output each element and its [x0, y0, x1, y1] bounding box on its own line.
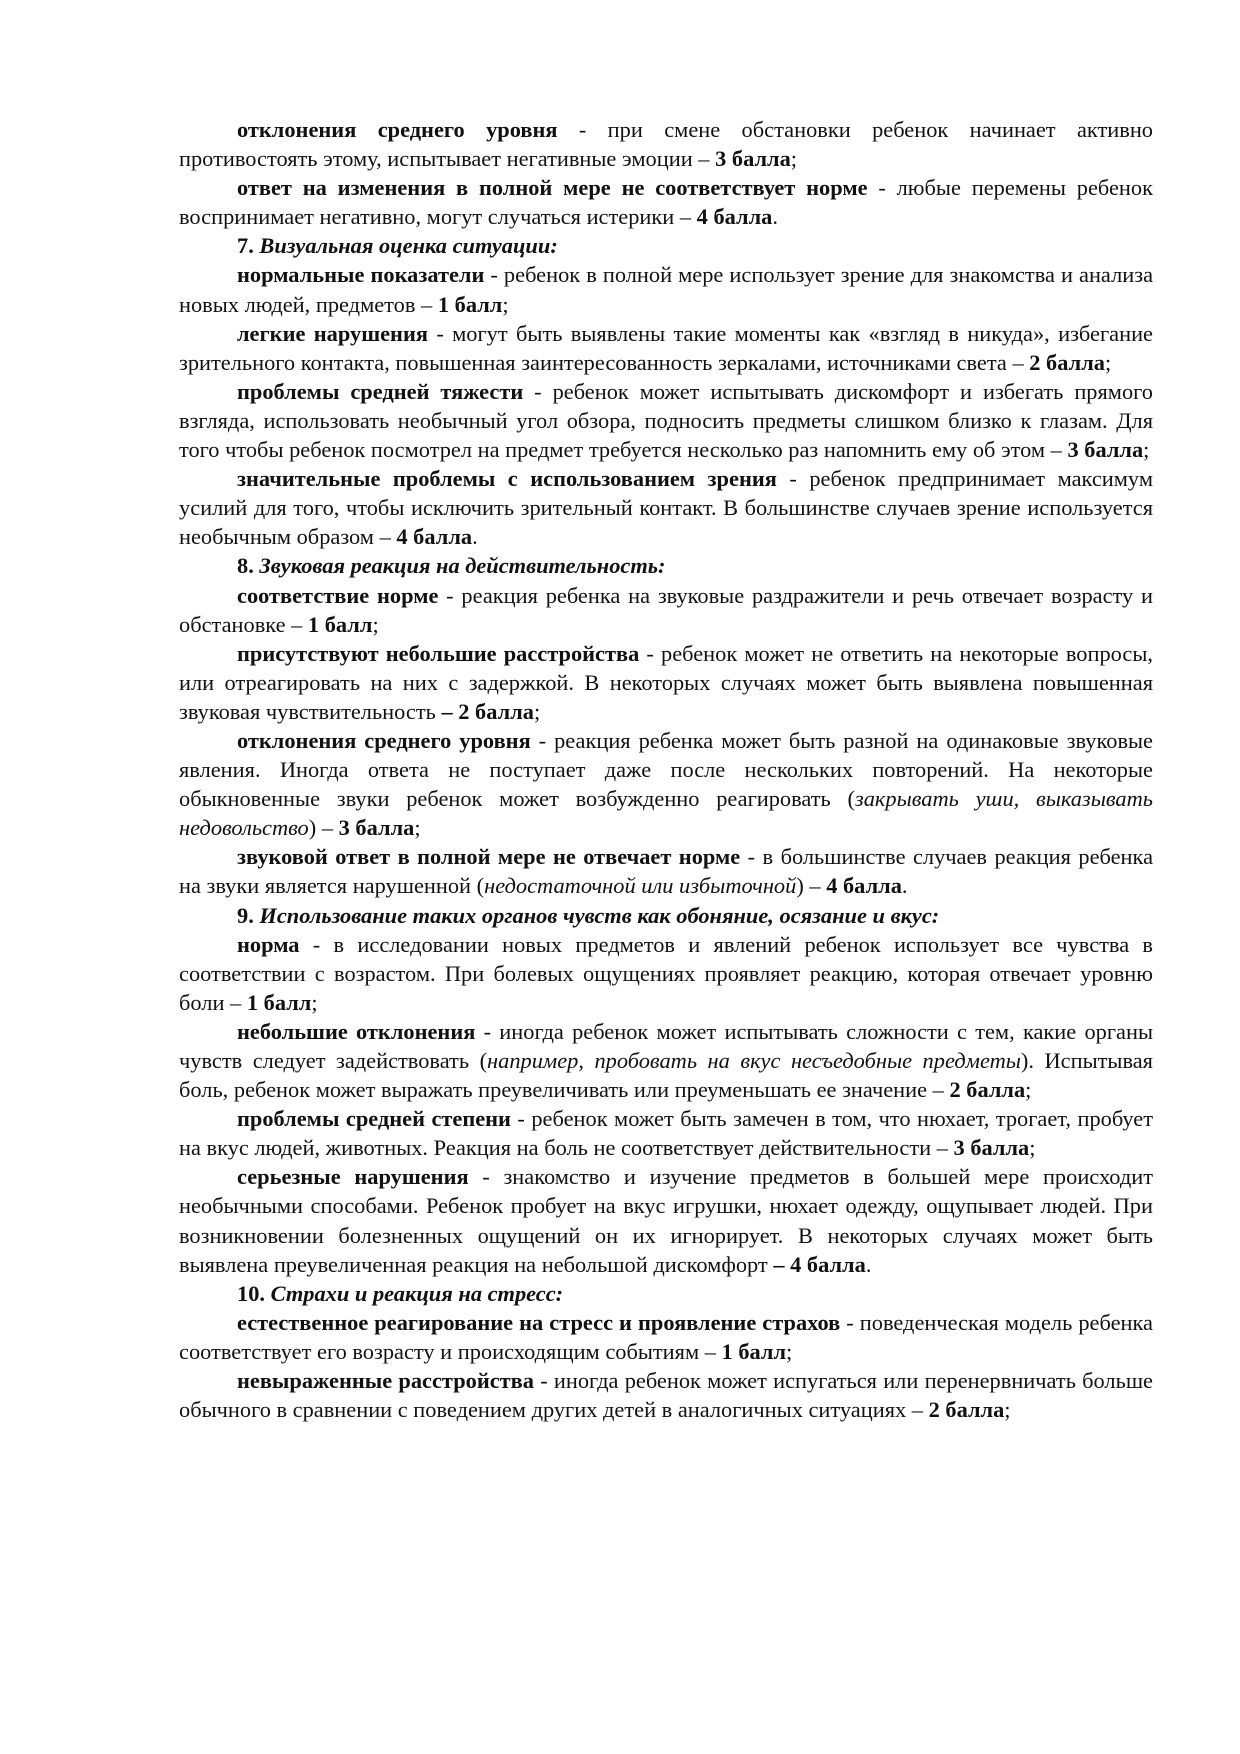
- criterion-term: норма: [237, 931, 300, 957]
- criterion-description: - ребенок может быть замечен в том, что нюхает, трогает, пробует на вкус людей, животных. Реакция на боль не соответствует действительности –: [179, 1106, 1154, 1161]
- punctuation: ;: [1004, 1397, 1011, 1423]
- punctuation: ;: [786, 1338, 793, 1364]
- criterion-term: значительные проблемы с использованием зрения: [237, 466, 777, 492]
- criterion-term: небольшие отклонения: [237, 1018, 476, 1044]
- punctuation: ;: [1029, 1135, 1036, 1161]
- section-number: 7.: [237, 233, 254, 259]
- criterion-description: - ребенок в полной мере использует зрение для знакомства и анализа новых людей, предметов –: [179, 262, 1154, 317]
- criterion-term: отклонения среднего уровня: [237, 727, 531, 753]
- section-title: Звуковая реакция на действительность:: [259, 553, 666, 579]
- criterion-term: легкие нарушения: [237, 320, 428, 346]
- paragraph: [179, 930, 1153, 1017]
- section-title: Использование таких органов чувств как обоняние, осязание и вкус:: [259, 902, 940, 928]
- italic-example: закрывать уши, выказывать недовольство: [179, 786, 1153, 841]
- criterion-description: - в исследовании новых предметов и явлений ребенок использует все чувства в соответствии с возрастом. При болевых ощущениях проявляет реакцию, которая отвечает уровню боли –: [179, 931, 1153, 1015]
- paragraph: [179, 639, 1153, 726]
- criterion-description: - поведенческая модель ребенка соответствует его возрасту и происходящим событиям –: [179, 1309, 1153, 1364]
- score: 3 балла: [338, 815, 415, 841]
- paragraph: [179, 1104, 1153, 1162]
- criterion-description: - знакомство и изучение предметов в большей мере происходит необычными способами. Ребенок пробует на вкус игрушки, нюхает одежду, ощупывает людей. При возникновении болезненных ощущений он их игнорирует. В некоторых случаях может быть выявлена преувеличенная реакция на небольшой дискомфорт: [179, 1164, 1153, 1277]
- criterion-term: ответ на изменения в полной мере не соответствует норме: [237, 175, 868, 201]
- criterion-term: серьезные нарушения: [237, 1164, 469, 1190]
- paragraph: [179, 319, 1153, 377]
- section-number: 8.: [237, 553, 254, 579]
- paragraph: [179, 1017, 1153, 1104]
- punctuation: .: [865, 1251, 872, 1277]
- criterion-term: соответствие норме: [237, 582, 439, 608]
- criterion-description: - реакция ребенка на звуковые раздражители и речь отвечает возрасту и обстановке –: [179, 582, 1153, 637]
- score: 1 балл: [307, 611, 373, 637]
- punctuation: ;: [414, 815, 421, 841]
- score: 3 балла: [953, 1135, 1030, 1161]
- section-number: 9.: [237, 902, 254, 928]
- section-heading: [179, 551, 1153, 580]
- criterion-description: - могут быть выявлены такие моменты как «взгляд в никуда», избегание зрительного контакта, повышенная заинтересованность зеркалами, источниками света –: [179, 320, 1153, 375]
- criterion-description-tail: ) –: [796, 873, 827, 899]
- punctuation: ;: [1143, 437, 1150, 463]
- punctuation: ;: [311, 989, 318, 1015]
- section-number: 10.: [237, 1280, 265, 1306]
- score: 2 балла: [949, 1077, 1026, 1103]
- section-title: Страхи и реакция на стресс:: [270, 1280, 564, 1306]
- punctuation: ;: [1025, 1077, 1032, 1103]
- score: 1 балл: [437, 291, 503, 317]
- criterion-description: - иногда ребенок может испугаться или перенервничать больше обычного в сравнении с поведением других детей в аналогичных ситуациях –: [179, 1368, 1153, 1423]
- criterion-description: - ребенок может испытывать дискомфорт и избегать прямого взгляда, использовать необычный угол обзора, подносить предметы слишком близко к глазам. Для того чтобы ребенок посмотрел на предмет требуется несколько раз напомнить ему об этом –: [179, 378, 1153, 463]
- paragraph: [179, 464, 1153, 551]
- punctuation: ;: [790, 146, 798, 172]
- criterion-term: естественное реагирование на стресс и проявление страхов: [237, 1309, 841, 1335]
- criterion-description-tail: ) –: [308, 815, 339, 841]
- paragraph: [179, 173, 1153, 231]
- criterion-description: - иногда ребенок может испытывать сложности с тем, какие органы чувств следует задействовать (: [179, 1018, 1153, 1073]
- criterion-description: - при смене обстановки ребенок начинает активно противостоять этому, испытывает негативные эмоции –: [179, 117, 1153, 172]
- score: 2 балла: [928, 1397, 1005, 1423]
- criterion-term: звуковой ответ в полной мере не отвечает норме: [237, 844, 741, 870]
- punctuation: ;: [372, 611, 379, 637]
- document-page: [179, 115, 1153, 1424]
- paragraph: [179, 1366, 1153, 1424]
- criterion-description: - ребенок может не ответить на некоторые вопросы, или отреагировать на них с задержкой. В некоторых случаях может быть выявлена повышенная звуковая чувствительность: [179, 640, 1154, 724]
- section-heading: [179, 1279, 1153, 1308]
- score: 4 балла: [696, 204, 773, 230]
- paragraph: [179, 726, 1153, 842]
- paragraph: [179, 260, 1153, 318]
- criterion-term: присутствуют небольшие расстройства: [237, 640, 640, 666]
- section-title: Визуальная оценка ситуации:: [259, 233, 558, 259]
- score: 4 балла: [826, 873, 902, 899]
- criterion-description: - реакция ребенка может быть разной на одинаковые звуковые явления. Иногда ответа не поступает даже после нескольких повторений. На некоторые обыкновенные звуки ребенок может возбужденно реагировать (: [179, 727, 1153, 812]
- score: 3 балла: [1067, 437, 1144, 463]
- score: 1 балл: [246, 989, 312, 1015]
- score: – 4 балла: [773, 1251, 866, 1277]
- paragraph: [179, 1308, 1153, 1366]
- punctuation: ;: [1104, 349, 1112, 375]
- paragraph: [179, 581, 1153, 639]
- score: 2 балла: [1029, 349, 1105, 375]
- criterion-term: проблемы средней степени: [237, 1106, 511, 1132]
- paragraph: [179, 1162, 1153, 1278]
- punctuation: .: [472, 524, 478, 550]
- punctuation: .: [772, 204, 778, 230]
- criterion-term: проблемы средней тяжести: [237, 378, 524, 404]
- punctuation: ;: [502, 291, 509, 317]
- criterion-term: отклонения среднего уровня: [237, 117, 558, 142]
- criterion-term: невыраженные расстройства: [237, 1368, 534, 1394]
- score: 3 балла: [715, 146, 791, 172]
- paragraph: [179, 842, 1153, 900]
- italic-example: недостаточной или избыточной: [484, 873, 797, 899]
- section-heading: [179, 231, 1153, 260]
- criterion-description: - ребенок предпринимает максимум усилий для того, чтобы исключить зрительный контакт. В большинстве случаев зрение используется необычным образом –: [179, 466, 1153, 550]
- criterion-description: - любые перемены ребенок воспринимает негативно, могут случаться истерики –: [179, 175, 1153, 230]
- score: 1 балл: [721, 1338, 787, 1364]
- paragraph: [179, 377, 1153, 464]
- punctuation: ;: [533, 698, 541, 724]
- criterion-description-tail: ). Испытывая боль, ребенок может выражать преувеличивать или преуменьшать ее значение –: [179, 1048, 1153, 1103]
- criterion-term: нормальные показатели: [237, 262, 485, 288]
- paragraph: [179, 115, 1153, 173]
- score: – 2 балла: [441, 698, 534, 724]
- italic-example: например, пробовать на вкус несъедобные предметы: [487, 1048, 1021, 1073]
- section-heading: [179, 901, 1153, 930]
- score: 4 балла: [396, 524, 473, 550]
- criterion-description: - в большинстве случаев реакция ребенка на звуки является нарушенной (: [179, 844, 1154, 899]
- punctuation: .: [901, 873, 908, 899]
